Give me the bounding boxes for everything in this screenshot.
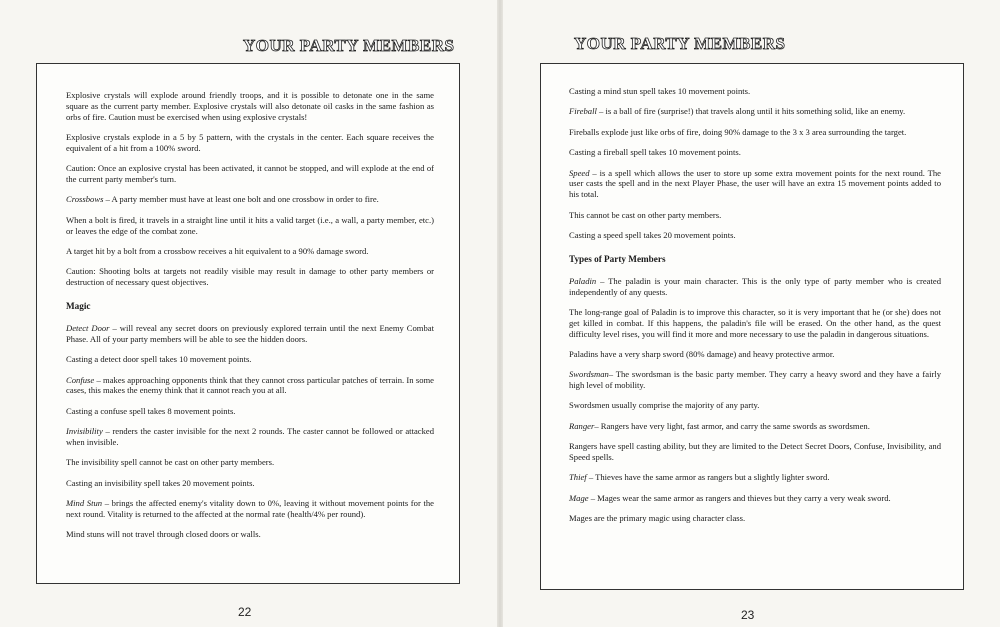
term-label: Confuse [66,374,95,385]
paragraph [569,513,941,524]
paragraph [66,163,434,185]
paragraph [66,375,434,397]
paragraph [569,276,941,298]
left-page-number: 22 [238,605,252,619]
paragraph-text: – Thieves have the same armor as rangers but a slightly lighter sword. [586,472,830,483]
paragraph-text: – renders the caster invisible for the next 2 rounds. The caster cannot be followed or attacked when invisible. [66,426,434,447]
page-gutter [497,0,503,627]
paragraph-text: – will reveal any secret doors on previously explored terrain until the next Enemy Combat Phase. All of your party members will be able to see the hidden doors. [66,322,434,344]
section-heading: Magic [66,300,91,311]
paragraph [569,127,941,138]
paragraph-text: – A party member must have at least one bolt and one crossbow in order to fire. [103,194,379,205]
paragraph [66,323,434,345]
paragraph [569,210,941,221]
paragraph-text: Paladins have a very sharp sword (80% damage) and heavy protective armor. [569,348,835,359]
paragraph [569,472,941,483]
term-label: Mage [569,492,589,503]
paragraph-text: Fireballs explode just like orbs of fire, doing 90% damage to the 3 x 3 area surrounding the target. [569,126,907,137]
paragraph-text: Caution: Shooting bolts at targets not readily visible may result in damage to other party members or destruction of necessary quest objectives. [66,266,434,288]
paragraph-text: – is a ball of fire (surprise!) that travels along until it hits something solid, like an enemy. [596,106,906,117]
paragraph [66,354,434,365]
paragraph [66,90,434,122]
paragraph-text: Casting a speed spell takes 20 movement points. [569,229,736,240]
right-page-content [540,63,964,590]
paragraph [66,406,434,417]
paragraph [66,498,434,520]
term-label: Detect Door [66,322,110,333]
paragraph-text: Casting an invisibility spell takes 20 movement points. [66,477,255,488]
paragraph [569,421,941,432]
paragraph-text: When a bolt is fired, it travels in a straight line until it hits a valid target (i.e., a wall, a party member, etc.) or leaves the edge of the combat zone. [66,214,434,236]
paragraph-text: – brings the affected enemy's vitality down to 0%, leaving it without movement points for the next round. Vitality is returned to the affected at the normal rate (health/4% per round). [66,498,434,519]
paragraph-text: Explosive crystals explode in a 5 by 5 pattern, with the crystals in the center. Each square receives the equivalent of a hit from a 100% sword. [66,131,434,153]
paragraph-text: The long-range goal of Paladin is to improve this character, so it is very important that he (or she) does not get killed in combat. If this happens, the paladin's file will be erased. On the other hand, as the quest difficulty level rises, you will find it more and more necessary to use the paladin in dangerous situations. [569,306,941,339]
paragraph-text: Casting a mind stun spell takes 10 movement points. [569,86,751,96]
term-label: Invisibility [66,426,103,437]
section-heading: Types of Party Members [569,253,666,264]
paragraph [569,106,941,117]
paragraph-text: – is a spell which allows the user to store up some extra movement points for the next round. The user casts the spell and in the next Player Phase, the user will have an extra 15 movement points added to his total. [569,167,941,200]
paragraph-text: – The swordsman is the basic party member. They carry a heavy sword and they have a fairly high level of mobility. [569,369,941,391]
paragraph [66,478,434,489]
paragraph [569,369,941,391]
paragraph [569,441,941,463]
term-label: Speed [569,167,590,178]
paragraph [66,246,434,257]
paragraph [569,493,941,504]
term-label: Paladin [569,275,597,286]
paragraph-text: Caution: Once an explosive crystal has been activated, it cannot be stopped, and will explode at the end of the current party member's turn. [66,163,434,184]
paragraph-text: – Rangers have very light, fast armor, and carry the same swords as swordsmen. [594,420,870,431]
paragraph [66,426,434,448]
paragraph-text: Casting a fireball spell takes 10 movement points. [569,147,741,158]
paragraph [66,132,434,154]
paragraph-text: – makes approaching opponents think that they cannot cross particular patches of terrain. In some cases, this makes the enemy think that it cannot reach you at all. [66,374,434,396]
paragraph-text: Mind stuns will not travel through closed doors or walls. [66,529,261,540]
left-page-content [36,63,460,584]
paragraph [66,457,434,468]
paragraph-text: This cannot be cast on other party members. [569,209,722,220]
paragraph-text: – The paladin is your main character. This is the only type of party member who is created independently of any quests. [569,275,941,297]
paragraph [569,86,941,97]
term-label: Fireball [569,106,597,117]
paragraph-text: Mages are the primary magic using character class. [569,513,746,524]
term-label: Thief [569,472,587,483]
paragraph-text: Casting a detect door spell takes 10 movement points. [66,354,252,365]
right-page-title: YOUR PARTY MEMBERS [574,34,786,53]
term-label: Swordsman [569,369,609,380]
paragraph-text: The invisibility spell cannot be cast on other party members. [66,457,275,468]
paragraph-text: Explosive crystals will explode around friendly troops, and it is possible to detonate one in the same square as the current party member. Explosive crystals will also detonate oil casks in the same fashion as orbs of fire. Caution must be exercised when using explosive crystals! [66,90,434,122]
paragraph-text: Casting a confuse spell takes 8 movement points. [66,405,236,416]
paragraph [66,529,434,540]
right-page-number: 23 [741,608,755,622]
left-page-title: YOUR PARTY MEMBERS [243,36,455,55]
paragraph [66,194,434,205]
term-label: Mind Stun [66,498,103,509]
paragraph [569,230,941,241]
paragraph [66,266,434,288]
paragraph-text: Rangers have spell casting ability, but they are limited to the Detect Secret Doors, Confuse, Invisibility, and Speed spells. [569,441,941,463]
term-label: Ranger [569,420,595,431]
term-label: Crossbows [66,194,104,205]
paragraph-text: Swordsmen usually comprise the majority of any party. [569,400,760,411]
paragraph [66,215,434,237]
paragraph [569,349,941,360]
paragraph [569,147,941,158]
paragraph-text: A target hit by a bolt from a crossbow receives a hit equivalent to a 90% damage sword. [66,245,369,256]
paragraph-text: – Mages wear the same armor as rangers and thieves but they carry a very weak sword. [588,492,891,503]
paragraph [569,400,941,411]
paragraph [569,168,941,200]
paragraph [569,307,941,339]
